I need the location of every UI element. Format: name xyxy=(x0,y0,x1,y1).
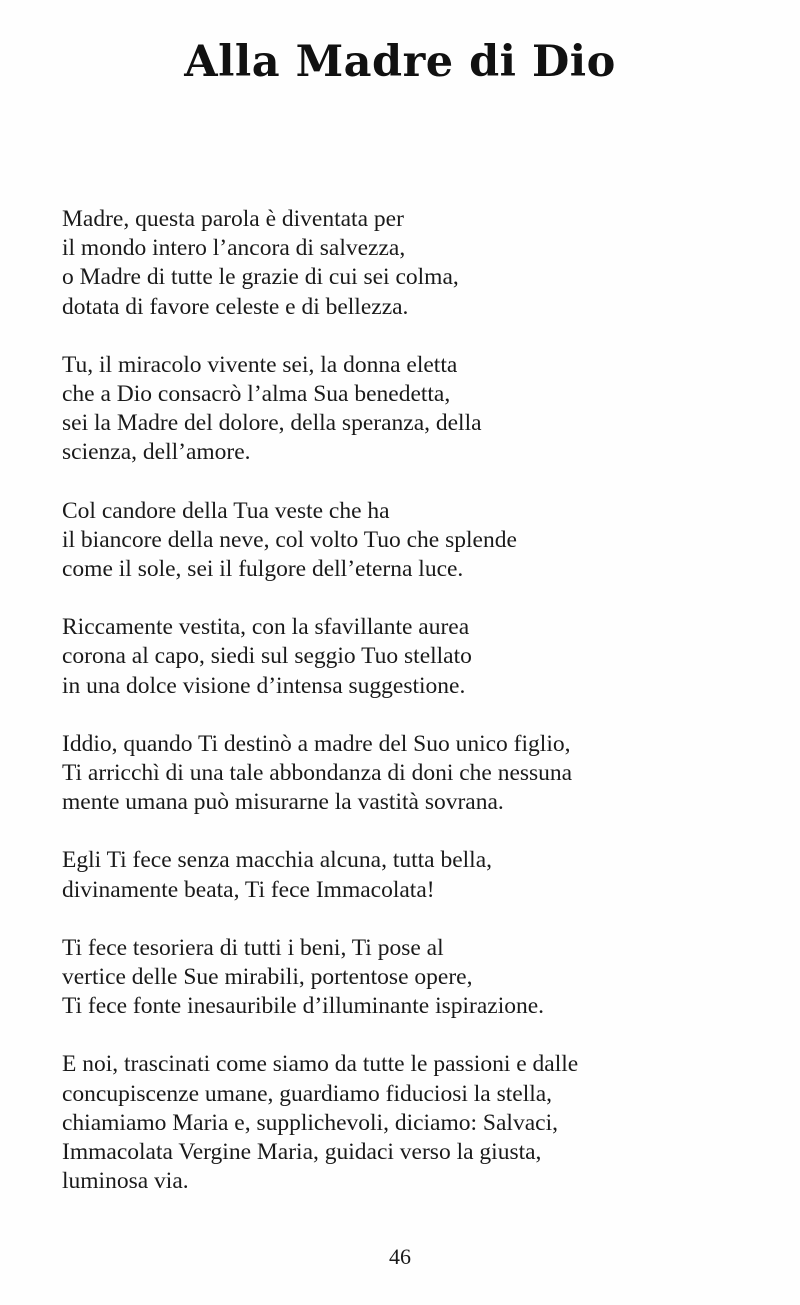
poem-body xyxy=(62,205,762,1225)
poem-line: Iddio, quando Ti destinò a madre del Suo unico figlio, xyxy=(62,730,571,757)
stanza xyxy=(62,351,762,468)
stanza xyxy=(62,613,762,701)
stanza xyxy=(62,205,762,322)
poem-line: Riccamente vestita, con la sfavillante aurea xyxy=(62,614,470,641)
poem-line: chiamiamo Maria e, supplichevoli, diciamo: Salvaci, xyxy=(62,1109,558,1136)
stanza xyxy=(62,846,762,904)
stanza xyxy=(62,934,762,1022)
stanza xyxy=(62,497,762,585)
poem-line: Tu, il miracolo vivente sei, la donna eletta xyxy=(62,351,458,378)
poem-line: Immacolata Vergine Maria, guidaci verso la giusta, xyxy=(62,1139,542,1166)
poem-line: sei la Madre del dolore, della speranza, della xyxy=(62,410,482,437)
poem-title: Alla Madre di Dio xyxy=(184,37,616,87)
poem-line: luminosa via. xyxy=(62,1168,189,1195)
poem-line: in una dolce visione d’intensa suggestione. xyxy=(62,672,466,699)
poem-line: Egli Ti fece senza macchia alcuna, tutta bella, xyxy=(62,847,493,874)
poem-line: o Madre di tutte le grazie di cui sei colma, xyxy=(62,264,459,291)
poem-line: Ti fece tesoriera di tutti i beni, Ti pose al xyxy=(62,934,444,961)
page-number: 46 xyxy=(389,1244,411,1269)
poem-line: dotata di favore celeste e di bellezza. xyxy=(62,293,409,320)
poem-line: Ti arricchì di una tale abbondanza di doni che nessuna xyxy=(62,760,573,787)
poem-line: corona al capo, siedi sul seggio Tuo stellato xyxy=(62,643,472,670)
poem-line: che a Dio consacrò l’alma Sua benedetta, xyxy=(62,381,451,408)
stanza xyxy=(62,1050,762,1196)
poem-line: come il sole, sei il fulgore dell’eterna luce. xyxy=(62,556,464,583)
poem-line: concupiscenze umane, guardiamo fiduciosi la stella, xyxy=(62,1080,553,1107)
poem-line: Madre, questa parola è diventata per xyxy=(62,206,404,232)
poem-line: il biancore della neve, col volto Tuo che splende xyxy=(62,526,517,553)
poem-line: mente umana può misurarne la vastità sovrana. xyxy=(62,789,504,816)
stanza xyxy=(62,730,762,818)
poem-line: vertice delle Sue mirabili, portentose opere, xyxy=(62,964,473,991)
poem-line: scienza, dell’amore. xyxy=(62,439,251,466)
poem-line: divinamente beata, Ti fece Immacolata! xyxy=(62,876,435,903)
poem-line: E noi, trascinati come siamo da tutte le passioni e dalle xyxy=(62,1051,579,1078)
poem-line: il mondo intero l’ancora di salvezza, xyxy=(62,235,406,262)
poem-line: Ti fece fonte inesauribile d’illuminante ispirazione. xyxy=(62,993,545,1020)
poem-line: Col candore della Tua veste che ha xyxy=(62,497,390,524)
